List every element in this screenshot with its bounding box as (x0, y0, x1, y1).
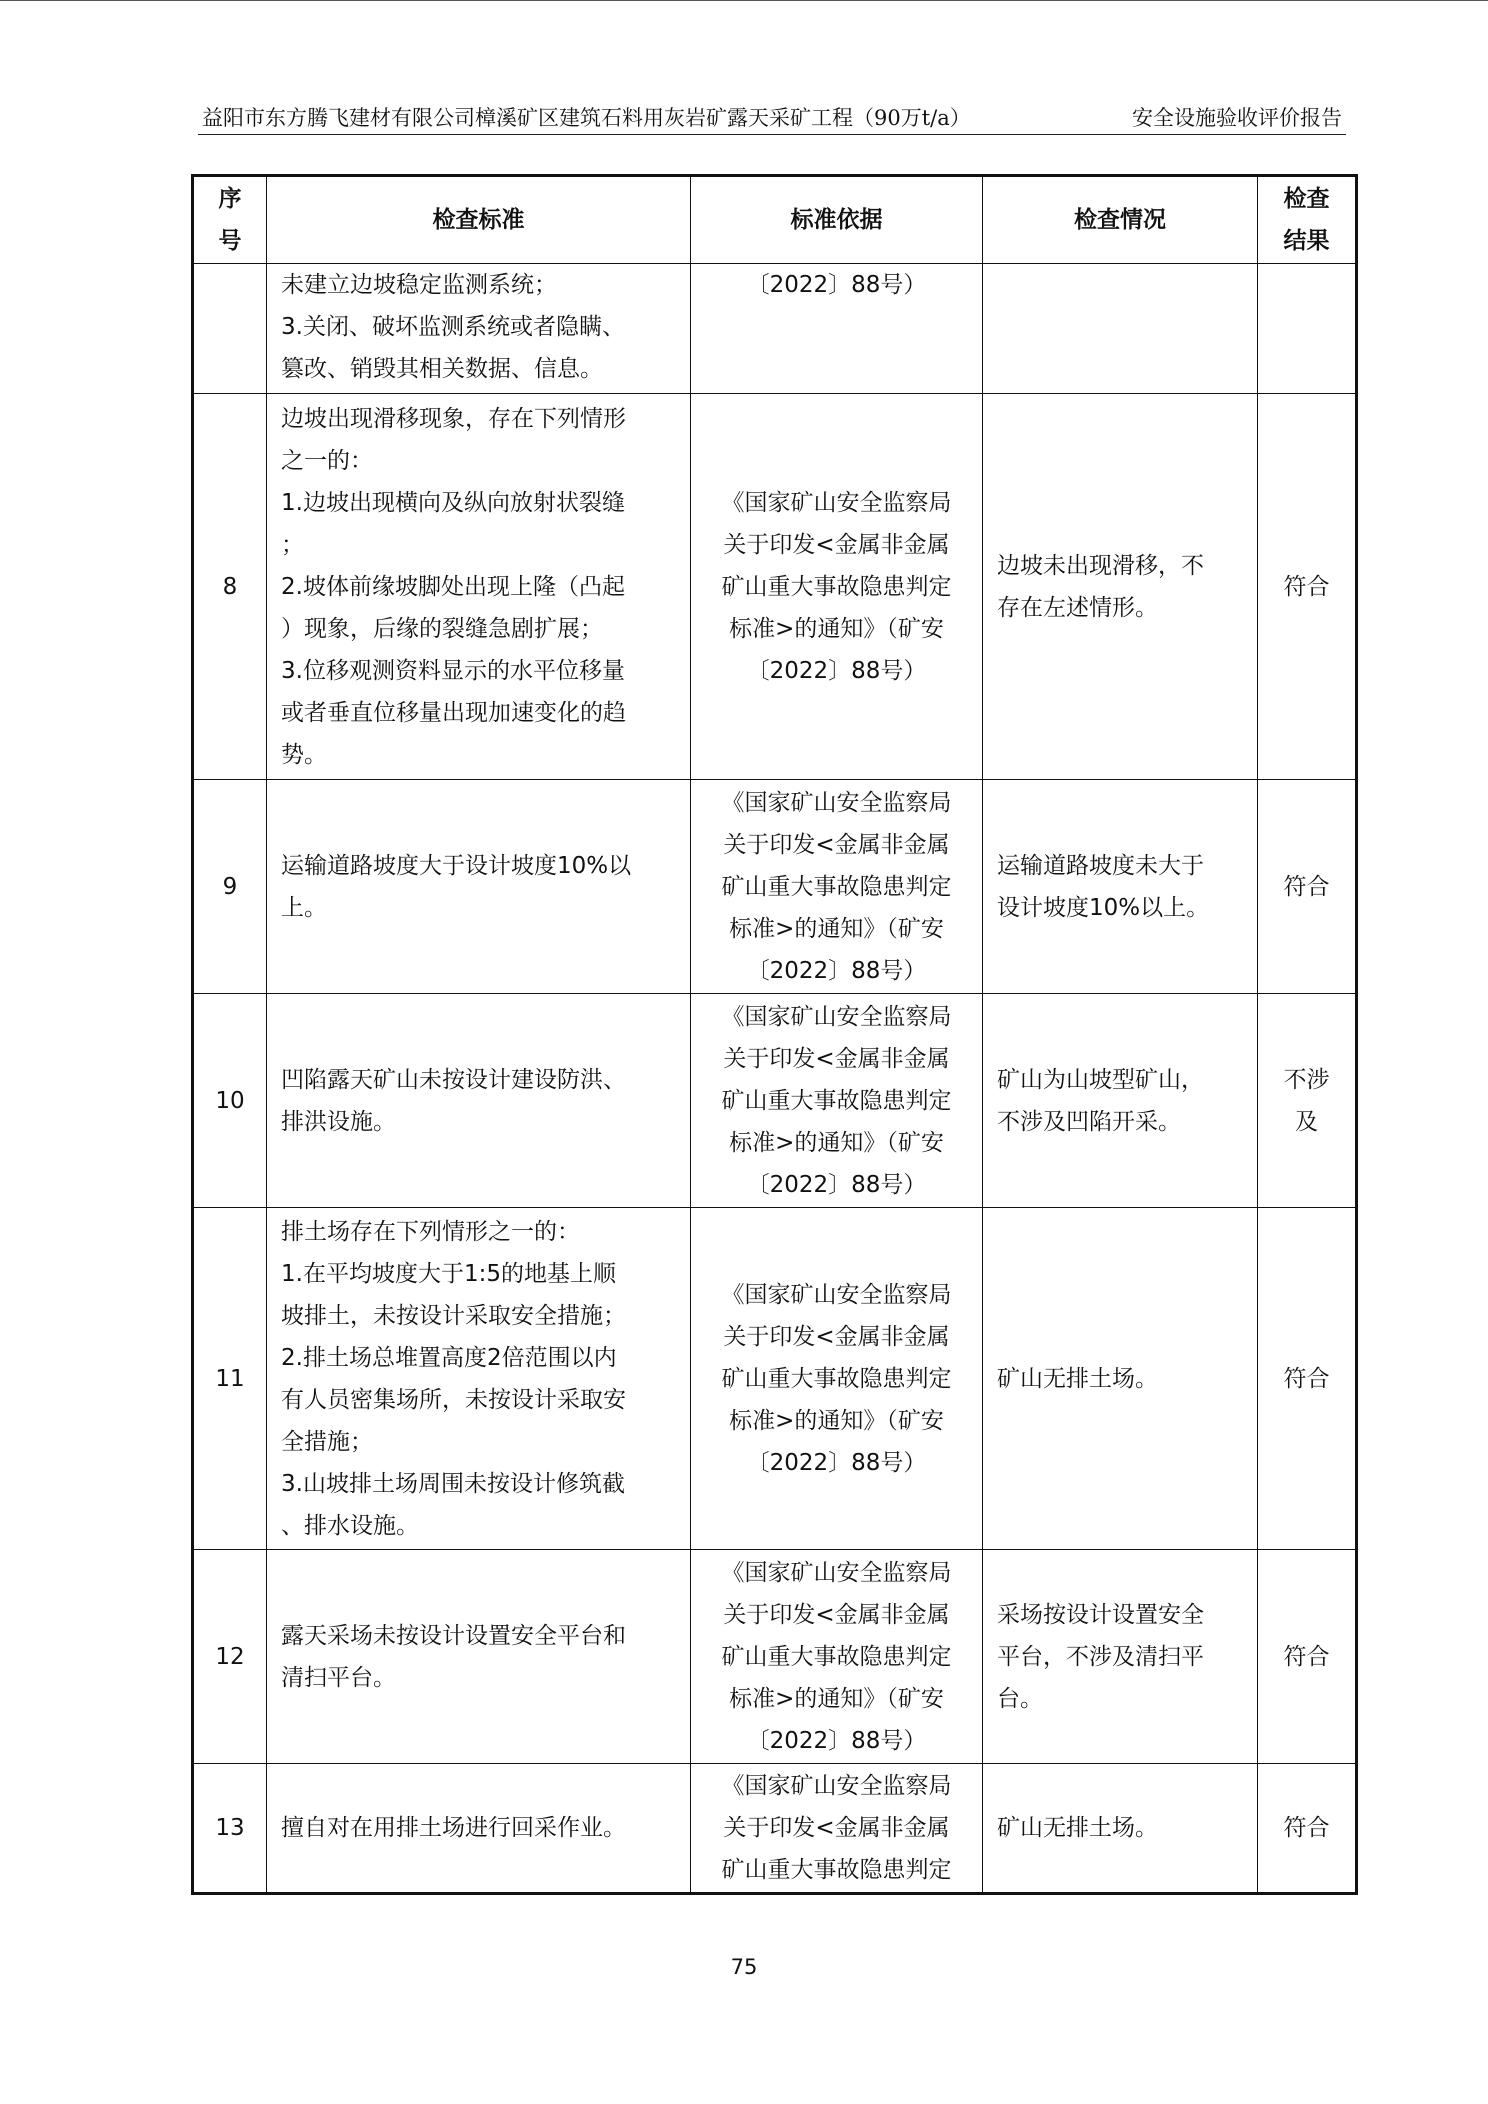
cell-status-line: 平台，不涉及清扫平 (997, 1643, 1204, 1670)
cell-standard (267, 994, 691, 1208)
cell-basis (691, 994, 983, 1208)
cell-basis-line: 〔2022〕88号） (746, 1449, 927, 1476)
cell-basis (691, 1550, 983, 1764)
cell-standard (267, 1550, 691, 1764)
cell-basis-line: 矿山重大事故隐患判定 (721, 1087, 952, 1114)
cell-standard-line: 未建立边坡稳定监测系统； (281, 272, 557, 298)
cell-status-line: 存在左述情形。 (997, 594, 1158, 621)
cell-basis-line: 矿山重大事故隐患判定 (721, 1857, 952, 1883)
cell-status (983, 264, 1258, 394)
cell-standard-line: 3.关闭、破坏监测系统或者隐瞒、 (281, 314, 625, 340)
cell-basis (691, 1208, 983, 1550)
cell-result-line: 符合 (1283, 1815, 1330, 1841)
table-row (193, 264, 1357, 394)
cell-basis (691, 780, 983, 994)
cell-status-line: 矿山为山坡型矿山， (997, 1066, 1204, 1093)
cell-basis-line: 《国家矿山安全监察局 (721, 1773, 952, 1799)
cell-basis-line: 标准>的通知》（矿安 (729, 1407, 944, 1434)
cell-standard (267, 394, 691, 780)
cell-standard-line: 之一的： (281, 447, 373, 474)
header-report-title: 益阳市东方腾飞建材有限公司樟溪矿区建筑石料用灰岩矿露天采矿工程（90万t/a） (202, 106, 971, 130)
cell-basis-line: 关于印发<金属非金属 (723, 1323, 950, 1350)
cell-basis (691, 264, 983, 394)
cell-basis-line: 《国家矿山安全监察局 (721, 789, 952, 816)
table-header-row (193, 176, 1357, 264)
cell-standard-line: 势。 (281, 741, 327, 768)
cell-status (983, 1550, 1258, 1764)
cell-result-line: 不涉 (1283, 1066, 1330, 1093)
cell-status-line: 矿山无排土场。 (997, 1815, 1158, 1841)
cell-standard (267, 264, 691, 394)
cell-status-line: 不涉及凹陷开采。 (997, 1108, 1181, 1135)
cell-no: 9 (193, 780, 267, 994)
cell-standard-line: 2.坡体前缘坡脚处出现上隆（凸起 (281, 573, 625, 600)
page-number: 75 (730, 1955, 758, 1979)
cell-result-line: 符合 (1283, 1643, 1330, 1670)
cell-standard-line: 排洪设施。 (281, 1108, 396, 1135)
cell-standard-line: 全措施； (281, 1428, 373, 1455)
cell-standard-line: 3.山坡排土场周围未按设计修筑截 (281, 1470, 625, 1497)
cell-standard-line: 有人员密集场所，未按设计采取安 (281, 1386, 626, 1413)
table-row (193, 1764, 1357, 1894)
cell-standard-line: 1.边坡出现横向及纵向放射状裂缝 (281, 489, 625, 516)
cell-standard-line: 清扫平台。 (281, 1664, 396, 1691)
cell-basis (691, 1764, 983, 1894)
col-header-result: 检查 结果 (1258, 176, 1357, 264)
cell-status-line: 采场按设计设置安全 (997, 1601, 1204, 1628)
cell-basis-line: 关于印发<金属非金属 (723, 831, 950, 858)
cell-standard-line: ； (281, 531, 304, 558)
cell-result-line: 符合 (1283, 573, 1330, 600)
cell-standard-line: 运输道路坡度大于设计坡度10%以 (281, 852, 632, 879)
cell-result-line: 符合 (1283, 1365, 1330, 1392)
cell-basis-line: 关于印发<金属非金属 (723, 1815, 950, 1841)
cell-basis-line: 〔2022〕88号） (746, 957, 927, 984)
cell-standard (267, 1208, 691, 1550)
cell-no: 13 (193, 1764, 267, 1894)
cell-standard-line: 篡改、销毁其相关数据、信息。 (281, 356, 603, 382)
cell-no (193, 264, 267, 394)
cell-result (1258, 1764, 1357, 1894)
cell-status (983, 780, 1258, 994)
cell-status-line: 矿山无排土场。 (997, 1365, 1158, 1392)
cell-basis-line: 〔2022〕88号） (746, 1727, 927, 1754)
cell-status-line: 设计坡度10%以上。 (997, 894, 1210, 921)
cell-basis-line: 《国家矿山安全监察局 (721, 1281, 952, 1308)
cell-basis-line: 标准>的通知》（矿安 (729, 915, 944, 942)
table-row (193, 394, 1357, 780)
cell-no: 8 (193, 394, 267, 780)
cell-basis-line: 〔2022〕88号） (746, 657, 927, 684)
table-row (193, 1550, 1357, 1764)
cell-status-line: 边坡未出现滑移，不 (997, 552, 1204, 579)
cell-basis-line: 关于印发<金属非金属 (723, 531, 950, 558)
header-report-type: 安全设施验收评价报告 (1132, 106, 1342, 130)
cell-standard-line: 坡排土，未按设计采取安全措施； (281, 1302, 626, 1329)
col-header-status: 检查情况 (983, 176, 1258, 264)
cell-result-line: 及 (1295, 1108, 1318, 1135)
cell-status-line: 台。 (997, 1685, 1043, 1712)
cell-basis-line: 〔2022〕88号） (746, 1171, 927, 1198)
table-row (193, 780, 1357, 994)
cell-standard-line: 露天采场未按设计设置安全平台和 (281, 1622, 626, 1649)
cell-no: 12 (193, 1550, 267, 1764)
cell-result (1258, 1208, 1357, 1550)
cell-result (1258, 394, 1357, 780)
cell-basis-line: 矿山重大事故隐患判定 (721, 573, 952, 600)
cell-status (983, 994, 1258, 1208)
cell-standard-line: 、排水设施。 (281, 1512, 419, 1539)
table-row (193, 994, 1357, 1208)
cell-standard-line: ）现象，后缘的裂缝急剧扩展； (281, 615, 603, 642)
cell-basis-line: 矿山重大事故隐患判定 (721, 1643, 952, 1670)
cell-no: 11 (193, 1208, 267, 1550)
page-top-edge (0, 0, 1488, 1)
cell-standard-line: 或者垂直位移量出现加速变化的趋 (281, 699, 626, 726)
cell-standard-line: 2.排土场总堆置高度2倍范围以内 (281, 1344, 617, 1371)
cell-status (983, 394, 1258, 780)
cell-no: 10 (193, 994, 267, 1208)
cell-basis-line: 标准>的通知》（矿安 (729, 615, 944, 642)
cell-basis-line: 《国家矿山安全监察局 (721, 1559, 952, 1586)
inspection-table (191, 174, 1358, 1895)
cell-standard-line: 边坡出现滑移现象，存在下列情形 (281, 405, 626, 432)
cell-standard-line: 1.在平均坡度大于1:5的地基上顺 (281, 1260, 616, 1287)
cell-standard-line: 凹陷露天矿山未按设计建设防洪、 (281, 1066, 626, 1093)
cell-basis-line: 关于印发<金属非金属 (723, 1601, 950, 1628)
cell-standard-line: 排土场存在下列情形之一的： (281, 1218, 580, 1245)
running-header (198, 102, 1346, 135)
cell-result (1258, 264, 1357, 394)
cell-status-line: 运输道路坡度未大于 (997, 852, 1204, 879)
cell-basis-line: 矿山重大事故隐患判定 (721, 873, 952, 900)
cell-standard-line: 擅自对在用排土场进行回采作业。 (281, 1815, 626, 1841)
cell-basis-line: 标准>的通知》（矿安 (729, 1685, 944, 1712)
cell-standard (267, 780, 691, 994)
cell-result (1258, 994, 1357, 1208)
cell-status (983, 1764, 1258, 1894)
cell-basis-line: 《国家矿山安全监察局 (721, 489, 952, 516)
col-header-basis: 标准依据 (691, 176, 983, 264)
cell-basis-line: 〔2022〕88号） (746, 272, 927, 298)
col-header-standard: 检查标准 (267, 176, 691, 264)
cell-status (983, 1208, 1258, 1550)
cell-result (1258, 780, 1357, 994)
cell-standard (267, 1764, 691, 1894)
table-row (193, 1208, 1357, 1550)
cell-basis-line: 关于印发<金属非金属 (723, 1045, 950, 1072)
cell-standard-line: 3.位移观测资料显示的水平位移量 (281, 657, 625, 684)
cell-basis (691, 394, 983, 780)
cell-standard-line: 上。 (281, 894, 327, 921)
cell-basis-line: 《国家矿山安全监察局 (721, 1003, 952, 1030)
cell-basis-line: 矿山重大事故隐患判定 (721, 1365, 952, 1392)
cell-result (1258, 1550, 1357, 1764)
cell-result-line: 符合 (1283, 873, 1330, 900)
cell-basis-line: 标准>的通知》（矿安 (729, 1129, 944, 1156)
col-header-no: 序 号 (193, 176, 267, 264)
